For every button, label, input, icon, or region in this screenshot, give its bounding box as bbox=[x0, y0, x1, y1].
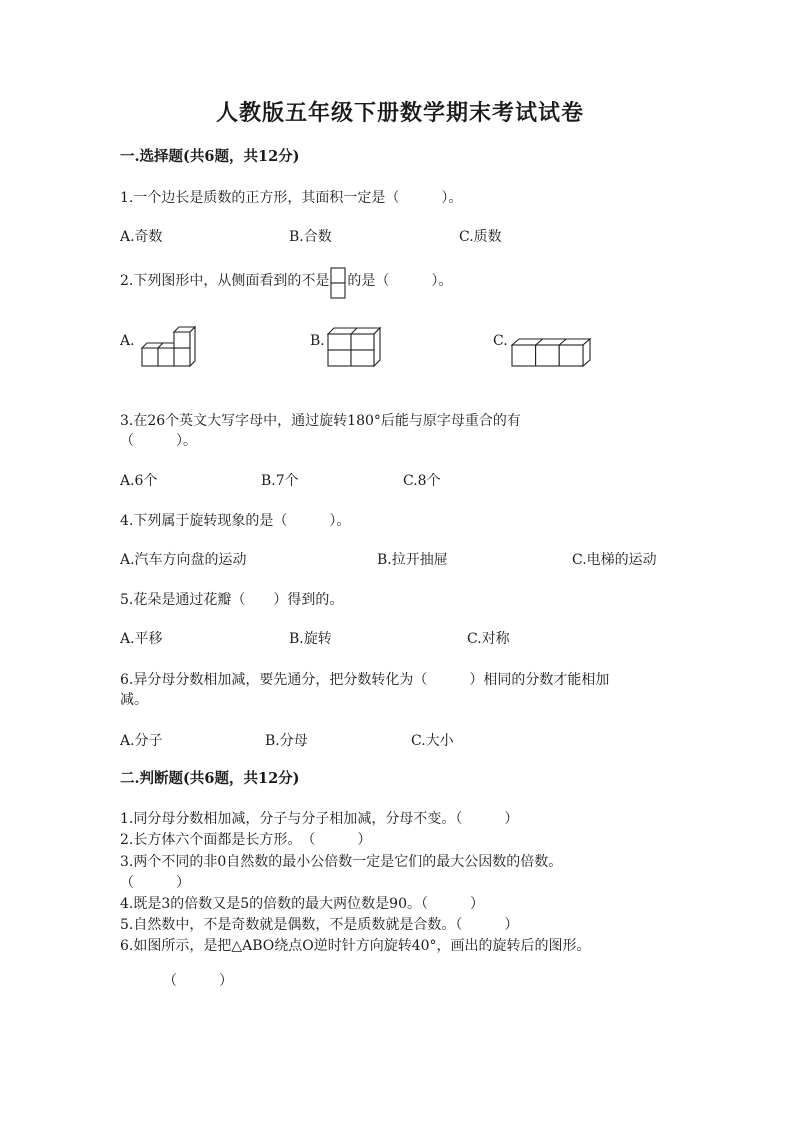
judgement-item-6-blank: （ ） bbox=[163, 973, 233, 989]
judgement-item-6: 6.如图所示，是把△ABO绕点O逆时针方向旋转40°，画出的旋转后的图形。 bbox=[120, 938, 591, 954]
q6-option-b[interactable]: B.分母 bbox=[265, 733, 308, 749]
page-title: 人教版五年级下册数学期末考试试卷 bbox=[215, 100, 584, 126]
q5-option-b[interactable]: B.旋转 bbox=[289, 631, 332, 647]
judgement-item-2: 2.长方体六个面都是长方形。 （ ） bbox=[120, 832, 372, 848]
q3-option-a[interactable]: A.6个 bbox=[120, 473, 158, 489]
q5-option-c[interactable]: C.对称 bbox=[467, 631, 510, 647]
q6-option-a[interactable]: A.分子 bbox=[120, 733, 163, 749]
question-2 bbox=[120, 267, 452, 299]
q4-option-b[interactable]: B.拉开抽屉 bbox=[377, 552, 448, 568]
section-1-heading: 一.选择题(共6题，共12分) bbox=[120, 148, 300, 165]
q2-text-after: 的是（ ）。 bbox=[347, 273, 453, 289]
question-6-line-2: 减。 bbox=[120, 692, 148, 708]
q2-figure-a bbox=[138, 326, 196, 368]
q4-option-c[interactable]: C.电梯的运动 bbox=[572, 552, 657, 568]
two-stacked-squares-icon bbox=[330, 267, 346, 299]
question-4: 4.下列属于旋转现象的是（ ）。 bbox=[120, 513, 351, 529]
question-5: 5.花朵是通过花瓣（ ）得到的。 bbox=[120, 592, 344, 608]
q5-option-a[interactable]: A.平移 bbox=[120, 631, 163, 647]
question-3-line-1: 3.在26个英文大写字母中，通过旋转180°后能与原字母重合的有 bbox=[120, 413, 521, 429]
q4-option-a[interactable]: A.汽车方向盘的运动 bbox=[120, 552, 247, 568]
q2-option-b[interactable]: B. bbox=[310, 333, 325, 349]
q1-option-c[interactable]: C.质数 bbox=[459, 229, 502, 245]
section-2-heading: 二.判断题(共6题，共12分) bbox=[120, 770, 300, 787]
q3-option-c[interactable]: C.8个 bbox=[403, 473, 441, 489]
judgement-item-4: 4.既是3的倍数又是5的倍数的最大两位数是90。（ ） bbox=[120, 896, 484, 912]
q1-option-b[interactable]: B.合数 bbox=[289, 229, 332, 245]
q2-text-before: 2.下列图形中，从侧面看到的不是 bbox=[120, 273, 330, 289]
judgement-item-3: 3.两个不同的非0自然数的最小公倍数一定是它们的最大公因数的倍数。 bbox=[120, 854, 563, 870]
q3-option-b[interactable]: B.7个 bbox=[261, 473, 299, 489]
judgement-item-3-blank: （ ） bbox=[120, 875, 190, 891]
q2-option-a[interactable]: A. bbox=[120, 333, 135, 349]
q1-option-a[interactable]: A.奇数 bbox=[120, 229, 163, 245]
q6-option-c[interactable]: C.大小 bbox=[411, 733, 454, 749]
judgement-item-1: 1.同分母分数相加减，分子与分子相加减，分母不变。（ ） bbox=[120, 811, 519, 827]
question-6-line-1: 6.异分母分数相加减，要先通分，把分数转化为（ ）相同的分数才能相加 bbox=[120, 672, 610, 688]
question-3-line-2: （ ）。 bbox=[120, 433, 197, 449]
q2-figure-c bbox=[510, 336, 592, 368]
judgement-item-5: 5.自然数中，不是奇数就是偶数，不是质数就是合数。（ ） bbox=[120, 917, 519, 933]
question-1: 1.一个边长是质数的正方形，其面积一定是（ ）。 bbox=[120, 190, 463, 206]
q2-figure-b bbox=[326, 326, 382, 368]
q2-option-c[interactable]: C. bbox=[493, 333, 508, 349]
